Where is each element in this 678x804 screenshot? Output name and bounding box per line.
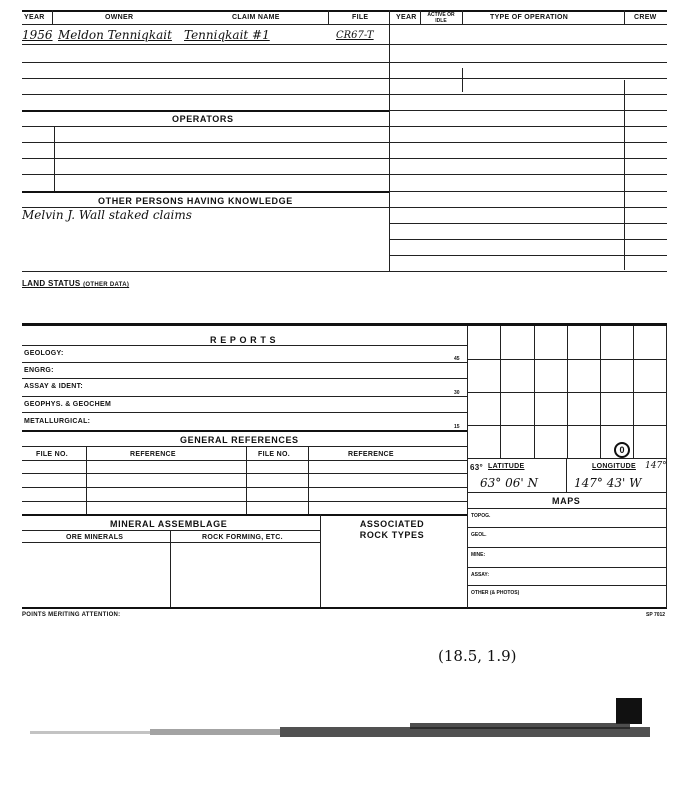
reports-title: R E P O R T S: [210, 335, 277, 345]
longitude-label: LONGITUDE: [592, 463, 636, 470]
entry-owner: Meldon Tenniqkait: [58, 28, 172, 42]
header-active-idle: ACTIVE OR IDLE: [427, 12, 455, 24]
header-file: FILE: [352, 14, 369, 21]
maps-assay: ASSAY:: [471, 572, 490, 578]
other-persons-entry: Melvin J. Wall staked claims: [22, 208, 192, 222]
entry-claim: Tenniqkait #1: [184, 28, 270, 42]
header-crew: CREW: [634, 14, 657, 21]
ref-header-reference-1: REFERENCE: [130, 451, 176, 458]
header-claim-name: CLAIM NAME: [232, 14, 280, 21]
other-persons-title: OTHER PERSONS HAVING KNOWLEDGE: [98, 196, 293, 206]
maps-geol: GEOL.: [471, 532, 487, 538]
longitude-suffix: 147°: [645, 461, 667, 471]
header-owner: OWNER: [105, 14, 134, 21]
scan-noise-band: [30, 715, 670, 755]
general-references-title: GENERAL REFERENCES: [180, 435, 299, 445]
report-engrg: ENGRG:: [24, 367, 54, 374]
handwritten-coordinates: (18.5, 1.9): [438, 647, 517, 665]
points-meriting-attention: POINTS MERITING ATTENTION:: [22, 612, 121, 618]
circle-mark: 0: [614, 442, 630, 458]
ore-minerals-label: ORE MINERALS: [66, 534, 124, 541]
report-geology: GEOLOGY:: [24, 350, 64, 357]
header-year-2: YEAR: [396, 14, 417, 21]
form-number: SP 7012: [646, 612, 666, 618]
report-metallurgical: METALLURGICAL:: [24, 418, 91, 425]
maps-mine: MINE:: [471, 552, 486, 558]
mineral-assemblage-title: MINERAL ASSEMBLAGE: [110, 519, 228, 529]
longitude-value: 147° 43' W: [574, 476, 642, 490]
ref-header-file-1: FILE NO.: [36, 451, 68, 458]
land-status-text: LAND STATUS: [22, 279, 81, 288]
entry-year: 1956: [22, 28, 53, 42]
header-type-of-operation: TYPE OF OPERATION: [490, 14, 569, 21]
lat-prefix: 63°: [470, 463, 483, 472]
report-assay-num: 30: [454, 390, 460, 396]
report-assay: ASSAY & IDENT:: [24, 383, 84, 390]
associated-rock-types: [356, 519, 428, 541]
rock-forming-label: ROCK FORMING, ETC.: [202, 534, 283, 541]
land-status-label: [22, 279, 129, 288]
maps-other: OTHER (& PHOTOS): [471, 590, 520, 596]
maps-topog: TOPOG.: [471, 513, 491, 519]
latitude-label: LATITUDE: [488, 463, 525, 470]
entry-file: CR67-T: [336, 30, 374, 41]
associated-rock-types-text: ASSOCIATED ROCK TYPES: [359, 519, 425, 540]
report-metallurgical-num: 15: [454, 424, 460, 430]
maps-title: MAPS: [552, 496, 581, 506]
operators-title: OPERATORS: [172, 114, 234, 124]
report-geology-num: 45: [454, 356, 460, 362]
ref-header-file-2: FILE NO.: [258, 451, 290, 458]
header-year: YEAR: [24, 14, 45, 21]
ref-header-reference-2: REFERENCE: [348, 451, 394, 458]
latitude-value: 63° 06' N: [480, 476, 538, 490]
land-status-sub: (OTHER DATA): [83, 282, 130, 288]
report-geophys: GEOPHYS. & GEOCHEM: [24, 401, 112, 408]
